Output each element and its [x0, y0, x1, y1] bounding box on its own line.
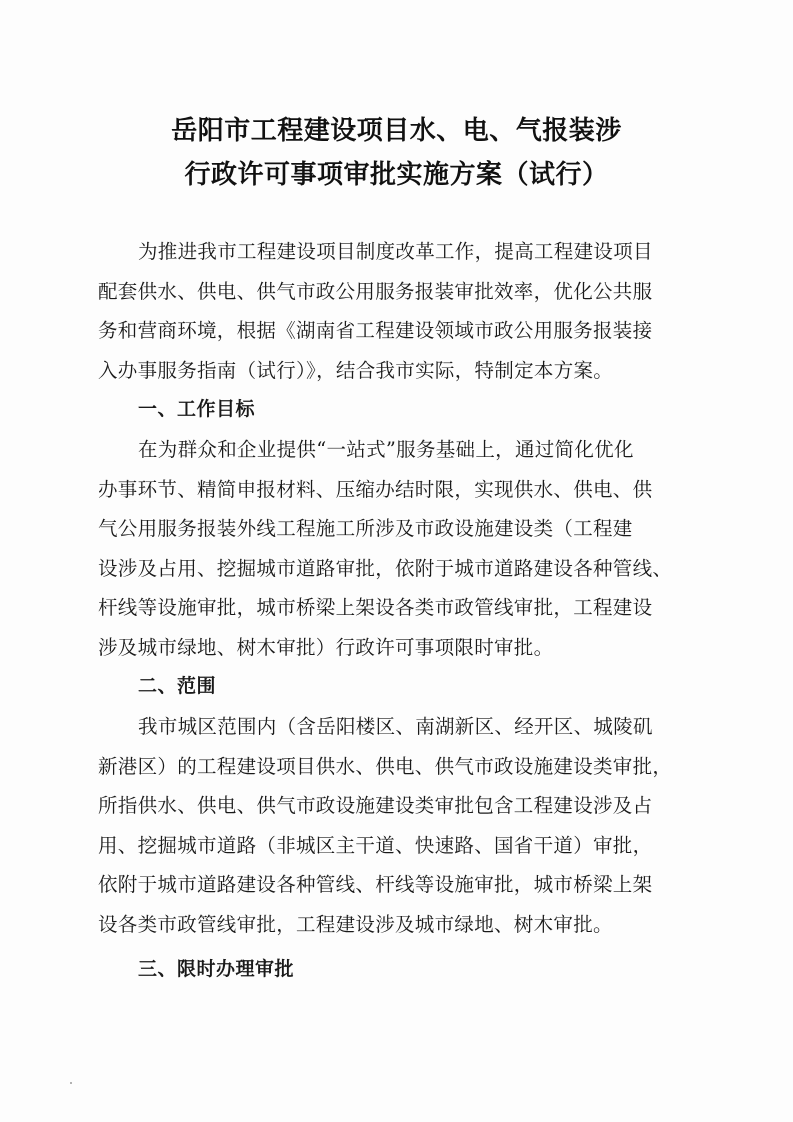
paragraph-line: 所指供水、供电、供气市政设施建设类审批包含工程建设涉及占: [98, 794, 653, 817]
paragraph-line: 杆线等设施审批，城市桥梁上架设各类市政管线审批，工程建设: [98, 596, 653, 619]
paragraph-line: 我市城区范围内（含岳阳楼区、南湖新区、经开区、城陵矶: [138, 715, 653, 738]
document-title-line-2: 行政许可事项审批实施方案（试行）: [184, 160, 609, 190]
document-body: [98, 232, 696, 990]
scan-speck: [70, 1082, 72, 1084]
paragraph-line: 用、挖掘城市道路（非城区主干道、快速路、国省干道）审批，: [98, 833, 653, 857]
paragraph-line: 设涉及占用、挖掘城市道路审批，依附于城市道路建设各种管线、: [98, 556, 673, 580]
scope-paragraph: [98, 707, 696, 944]
paragraph-line: 配套供水、供电、供气市政公用服务报装审批效率，优化公共服: [98, 279, 653, 303]
document-title-line-1: 岳阳市工程建设项目水、电、气报装涉: [171, 116, 622, 146]
paragraph-line: 办事环节、精简申报材料、压缩办结时限，实现供水、供电、供: [98, 477, 653, 501]
paragraph-line: 为推进我市工程建设项目制度改革工作，提高工程建设项目: [138, 240, 653, 263]
section-heading-goals: 一、工作目标: [138, 398, 256, 420]
paragraph-line: 涉及城市绿地、树木审批）行政许可事项限时审批。: [98, 635, 554, 659]
paragraph-line: 在为群众和企业提供“一站式”服务基础上，通过简化优化: [138, 438, 634, 461]
paragraph-line: 气公用服务报装外线工程施工所涉及市政设施建设类（工程建: [98, 517, 633, 540]
paragraph-line: 新港区）的工程建设项目供水、供电、供气市政设施建设类审批，: [98, 754, 673, 778]
paragraph-line: 设各类市政管线审批，工程建设涉及城市绿地、树木审批。: [98, 912, 613, 936]
paragraph-line: 入办事服务指南（试行）》，结合我市实际，特制定本方案。: [98, 358, 614, 382]
section-heading-scope: 二、范围: [138, 675, 217, 697]
goals-paragraph: [98, 430, 696, 667]
paragraph-line: 务和营商环境，根据《湖南省工程建设领域市政公用服务报装接: [98, 319, 653, 342]
section-heading-time-limit: 三、限时办理审批: [138, 958, 295, 980]
paragraph-line: 依附于城市道路建设各种管线、杆线等设施审批，城市桥梁上架: [98, 873, 653, 896]
intro-paragraph: [98, 232, 696, 390]
